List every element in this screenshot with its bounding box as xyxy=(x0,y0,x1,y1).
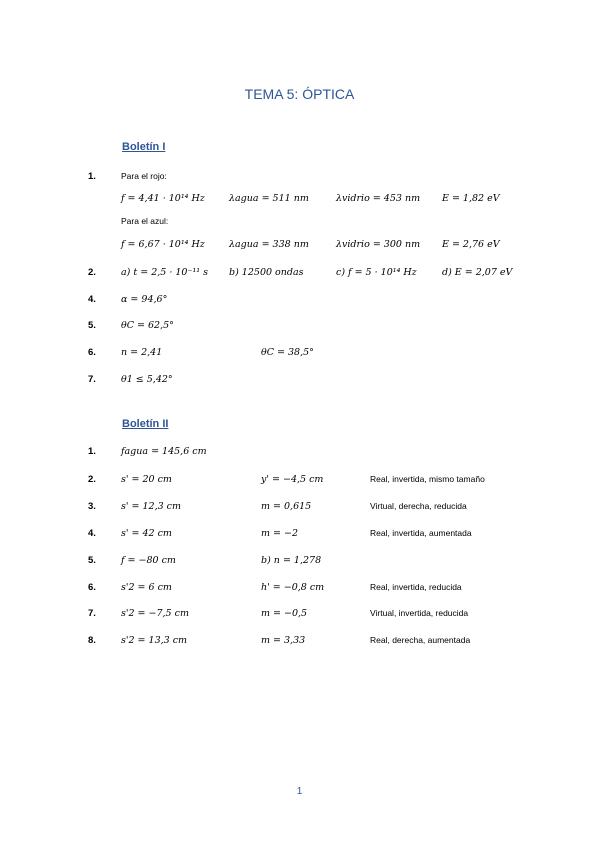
problem-number: 5. xyxy=(88,320,96,331)
answer-col2: m = 0,615 xyxy=(261,501,312,512)
problem-number: 2. xyxy=(88,267,96,278)
answer-col3: Virtual, derecha, reducida xyxy=(370,501,467,511)
answer-2a: a) t = 2,5 · 10⁻¹¹ s xyxy=(121,267,208,278)
answer-4: α = 94,6° xyxy=(121,294,168,305)
red-label: Para el rojo: xyxy=(121,171,167,181)
red-lambda-water: λagua = 511 nm xyxy=(229,193,309,204)
red-energy: E = 1,82 eV xyxy=(442,193,500,204)
answer-col2: m = 3,33 xyxy=(261,635,306,646)
blue-lambda-water: λagua = 338 nm xyxy=(229,239,309,250)
red-lambda-glass: λvidrio = 453 nm xyxy=(336,193,421,204)
answer-col1: s'2 = 6 cm xyxy=(121,582,172,593)
problem-number: 2. xyxy=(88,474,96,485)
section-heading-boletin-1: Boletín I xyxy=(122,141,166,153)
answer-col2: m = −0,5 xyxy=(261,608,308,619)
answer-col3: Virtual, invertida, reducida xyxy=(370,608,469,618)
problem-number: 4. xyxy=(88,294,96,305)
blue-label: Para el azul: xyxy=(121,216,169,226)
problem-number: 4. xyxy=(88,528,96,539)
answer-col3: Real, invertida, mismo tamaño xyxy=(370,474,485,484)
answer-col3: Real, invertida, aumentada xyxy=(370,528,472,538)
blue-energy: E = 2,76 eV xyxy=(442,239,500,250)
answer-col2: h' = −0,8 cm xyxy=(261,582,325,593)
answer-col3: Real, invertida, reducida xyxy=(370,582,462,592)
red-frequency: f = 4,41 · 10¹⁴ Hz xyxy=(121,193,205,204)
answer-col1: s'2 = 13,3 cm xyxy=(121,635,188,646)
answer-5: θC = 62,5° xyxy=(121,320,174,331)
problem-number: 5. xyxy=(88,555,96,566)
blue-frequency: f = 6,67 · 10¹⁴ Hz xyxy=(121,239,205,250)
answer-col2: m = −2 xyxy=(261,528,299,539)
page-number: 1 xyxy=(296,786,303,797)
answer-2b: b) 12500 ondas xyxy=(229,267,304,278)
problem-number: 6. xyxy=(88,582,96,593)
blue-lambda-glass: λvidrio = 300 nm xyxy=(336,239,421,250)
problem-number: 1. xyxy=(88,446,96,457)
answer-col2: y' = −4,5 cm xyxy=(261,474,324,485)
answer-6-theta: θC = 38,5° xyxy=(261,347,314,358)
answer-col1: fagua = 145,6 cm xyxy=(121,446,207,457)
problem-number: 3. xyxy=(88,501,96,512)
answer-2c: c) f = 5 · 10¹⁴ Hz xyxy=(336,267,417,278)
answer-col1: s' = 12,3 cm xyxy=(121,501,181,512)
problem-number: 7. xyxy=(88,374,96,385)
problem-number: 6. xyxy=(88,347,96,358)
section-heading-boletin-2: Boletín II xyxy=(122,418,169,430)
answer-col1: f = −80 cm xyxy=(121,555,176,566)
answer-col3: Real, derecha, aumentada xyxy=(370,635,471,645)
answer-col1: s' = 42 cm xyxy=(121,528,172,539)
answer-6-n: n = 2,41 xyxy=(121,347,163,358)
problem-number: 1. xyxy=(88,171,96,182)
answer-7: θ1 ≤ 5,42° xyxy=(121,374,173,385)
answer-col1: s'2 = −7,5 cm xyxy=(121,608,189,619)
answer-col2: b) n = 1,278 xyxy=(261,555,322,566)
problem-number: 8. xyxy=(88,635,96,646)
page-title: TEMA 5: ÓPTICA xyxy=(244,86,355,102)
problem-number: 7. xyxy=(88,608,96,619)
answer-col1: s' = 20 cm xyxy=(121,474,172,485)
answer-2d: d) E = 2,07 eV xyxy=(442,267,513,278)
